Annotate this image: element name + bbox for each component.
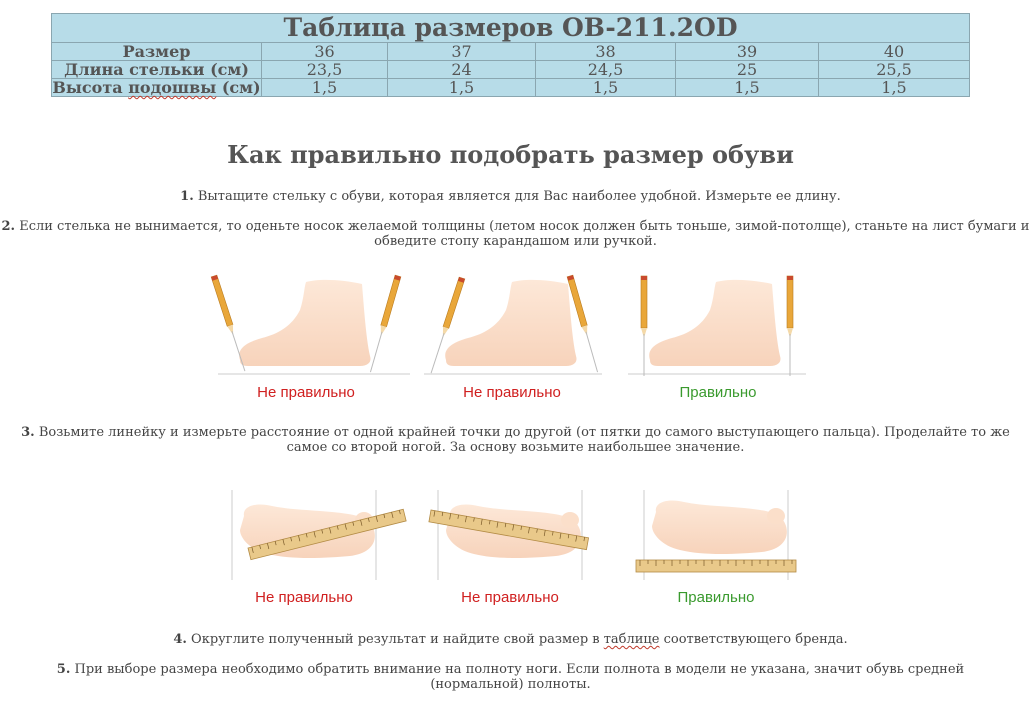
step-4	[0, 632, 1021, 647]
row-label-text: Высота	[52, 78, 129, 97]
step-text: При выборе размера необходимо обратить внимание на полноту ноги. Если полнота в модели не указана, значит обувь средней (нормальной) полноты.	[70, 662, 965, 692]
page-heading: Как правильно подобрать размер обуви	[227, 140, 794, 169]
ruler-panel-right	[636, 490, 796, 580]
caption-right-tracing: Правильно	[679, 384, 757, 401]
tracing-panel-right	[628, 276, 806, 376]
table-cell: 1,5	[819, 79, 970, 97]
step-number: 1.	[180, 189, 194, 204]
step-text: соответствующего бренда.	[659, 632, 848, 647]
ruler-panel-wrong-2	[429, 490, 589, 580]
step-number: 5.	[56, 662, 71, 677]
step-3	[0, 425, 1031, 455]
ruler-illustrations	[228, 488, 803, 584]
pencil-icon	[641, 276, 647, 376]
caption-wrong-ruler-2: Не правильно	[461, 589, 559, 606]
step-5	[20, 662, 1001, 692]
table-cell: 24,5	[536, 61, 676, 79]
step-number: 3.	[21, 425, 35, 440]
table-row	[52, 79, 970, 97]
caption-right-ruler: Правильно	[677, 589, 755, 606]
table-cell: 40	[819, 43, 970, 61]
table-title-row	[52, 14, 970, 43]
caption-wrong-tracing-2: Не правильно	[463, 384, 561, 401]
table-header-row	[52, 43, 970, 61]
table-header-label: Размер	[52, 43, 262, 61]
step-text: Если стелька не вынимается, то оденьте носок желаемой толщины (летом носок должен быть тоньше, зимой-потолще), станьте на лист бумаги и обведите стопу карандашом или ручкой.	[15, 219, 1030, 249]
step-spellcheck-word: таблице	[603, 632, 660, 647]
caption-wrong-ruler-1: Не правильно	[255, 589, 353, 606]
step-text: Округлите полученный результат и найдите свой размер в	[186, 632, 604, 647]
table-cell: 37	[388, 43, 536, 61]
table-row-label	[52, 61, 262, 79]
foot-tracing-illustrations	[200, 268, 820, 380]
table-cell: 1,5	[388, 79, 536, 97]
table-cell: 1,5	[262, 79, 388, 97]
table-cell: 38	[536, 43, 676, 61]
table-cell: 1,5	[536, 79, 676, 97]
ruler-icon	[636, 560, 796, 572]
size-table	[51, 13, 970, 97]
caption-wrong-tracing-1: Не правильно	[257, 384, 355, 401]
table-cell: 23,5	[262, 61, 388, 79]
step-2	[0, 219, 1031, 249]
ruler-panel-wrong-1	[232, 490, 406, 580]
step-number: 4.	[173, 632, 187, 647]
table-row-label	[52, 79, 262, 97]
pencil-icon	[787, 276, 793, 376]
step-text: Вытащите стельку с обуви, которая является для Вас наиболее удобной. Измерьте ее длину.	[193, 189, 841, 204]
step-number: 2.	[1, 219, 16, 234]
row-label-spellcheck-word: подошвы	[128, 78, 217, 97]
table-title: Таблица размеров OB-211.2OD	[52, 14, 970, 43]
table-cell: 36	[262, 43, 388, 61]
step-1	[0, 189, 1021, 204]
table-cell: 25,5	[819, 61, 970, 79]
tracing-panel-wrong-2	[424, 275, 602, 374]
row-label-text: Длина стельки (см)	[64, 60, 249, 79]
table-cell: 24	[388, 61, 536, 79]
tracing-panel-wrong-1	[211, 275, 410, 374]
table-row	[52, 61, 970, 79]
step-text: Возьмите линейку и измерьте расстояние от одной крайней точки до другой (от пятки до самого выступающего пальца). Проделайте то же самое со второй ногой. За основу возьмите наибольшее значение.	[34, 425, 1010, 455]
row-label-text: (см)	[216, 78, 261, 97]
table-cell: 39	[676, 43, 819, 61]
table-cell: 1,5	[676, 79, 819, 97]
table-cell: 25	[676, 61, 819, 79]
pencil-icon	[368, 275, 401, 373]
